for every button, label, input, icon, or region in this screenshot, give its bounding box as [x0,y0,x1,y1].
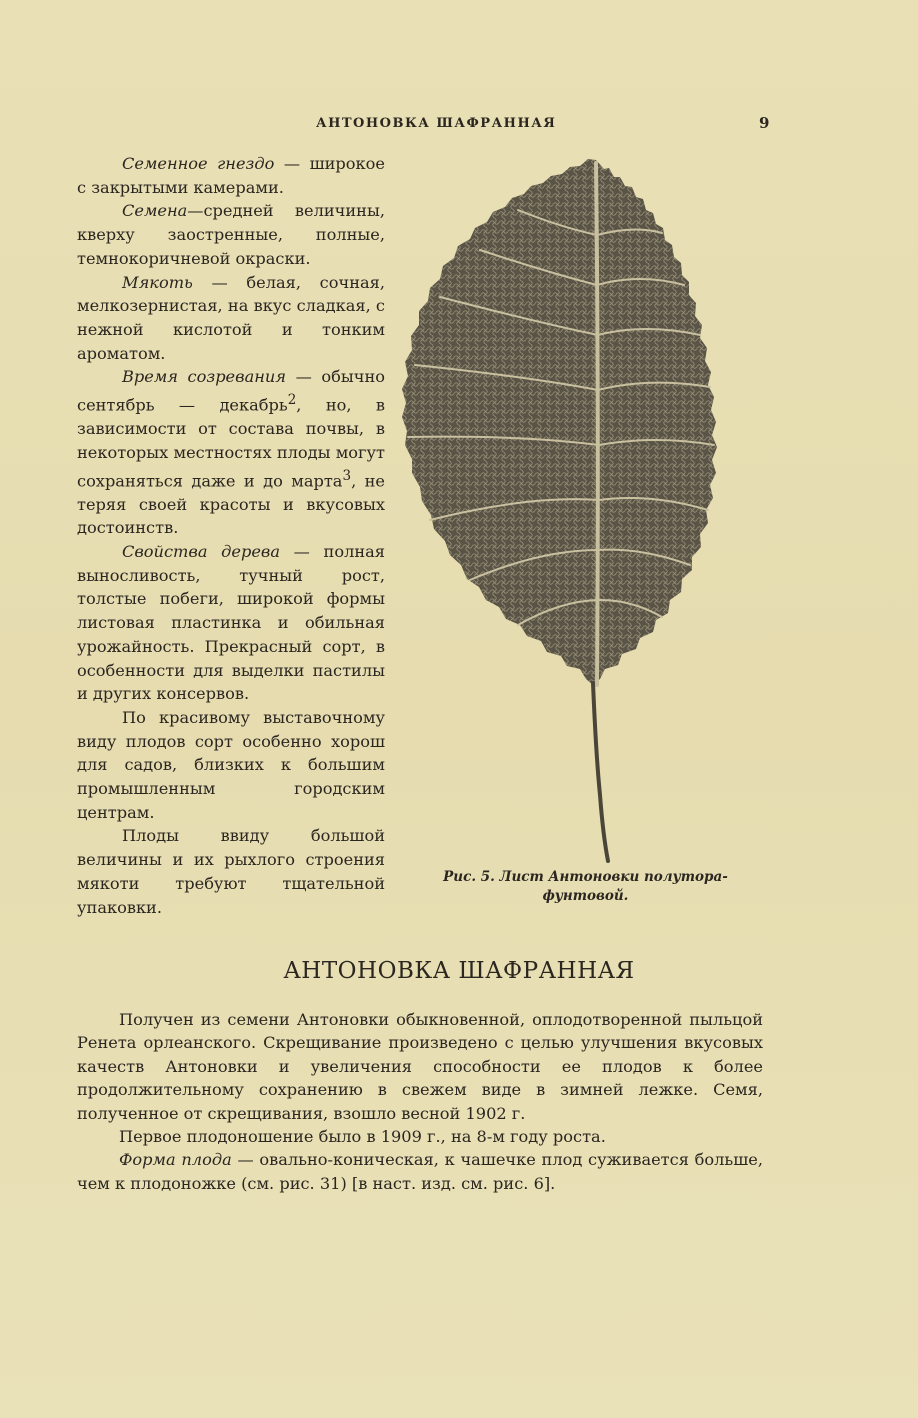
section-body [77,1008,763,1195]
term-fruit-shape: Форма плода [119,1150,232,1170]
text-ripening-a: — обычно сентябрь — декабрь [77,367,385,415]
text-ripening-c: , не теряя своей красоты и вкусовых достоинств. [77,470,385,538]
paragraph-flesh [77,271,385,366]
leaf-image [400,155,772,865]
footnote-ref-3: 3 [342,467,352,484]
text-seeds: —средней величины, кверху заостренные, полные, темнокоричневой окраски. [77,201,385,268]
term-tree-properties: Свойства дерева [122,542,280,562]
paragraph-seeds [77,199,385,270]
paragraph-exhibition: По красивому выставочному виду плодов сорт особенно хорош для садов, близких к большим промышленным городским центрам. [77,707,385,822]
paragraph-packing: Плоды ввиду большой величины и их рыхлого строения мякоти требуют тщательной упаковки. [77,826,385,917]
section-title: АНТОНОВКА ШАФРАННАЯ [283,958,635,984]
leaf-midrib [596,163,598,685]
text-flesh: — белая, сочная, мелкозернистая, на вкус сладкая, с нежной кислотой и тонким ароматом. [77,272,385,363]
paragraph-ripening [77,365,385,540]
leaf-petiole [593,683,608,861]
term-flesh: Мякоть [122,272,193,292]
text-fruit-shape: — овально-коническая, к чашечке плод суживается больше, чем к плодоножке (см. рис. 31) [в наст. изд. см. рис. 6]. [77,1150,763,1193]
paragraph-first-fruiting: Первое плодоношение было в 1909 г., на 8-м году роста. [119,1127,606,1147]
paragraph-seed-nest [77,152,385,199]
text-ripening-b: , но, в зависимости от состава почвы, в некоторых местностях плоды могут сохраняться даже и до марта [77,395,385,490]
paragraph-origin: Получен из семени Антоновки обыкновенной, оплодотворенной пыльцой Ренета орлеанского. Скрещивание произведено с целью улучшения вкусовых качеств Антоновки и увеличения способности ее плодов к более продолжительному сохранению в свежем виде в зимней лежке. Семя, полученное от скрещивания, взошло весной 1902 г. [77,1010,763,1123]
leaf-illustration [400,155,772,865]
footnote-ref-2: 2 [287,392,297,409]
paragraph-tree-properties [77,540,385,706]
paragraph-fruit-shape [77,1148,763,1195]
left-column-text [77,152,385,919]
figure-caption: Рис. 5. Лист Антоновки полутора-фунтовой. [443,869,728,904]
page-number: 9 [759,114,770,132]
term-ripening: Время созревания [122,367,287,387]
text-seed-nest: — широкое с закрытыми камерами. [77,154,385,197]
text-tree-properties: — полная выносливость, тучный рост, толстые побеги, широкой формы листовая пластинка и обильная урожайность. Прекрасный сорт, в особенности для выделки пастилы и других консервов. [77,542,386,704]
term-seeds: Семена [122,201,188,221]
term-seed-nest: Семенное гнездо [122,154,275,173]
running-title: АНТОНОВКА ШАФРАННАЯ [316,116,557,131]
